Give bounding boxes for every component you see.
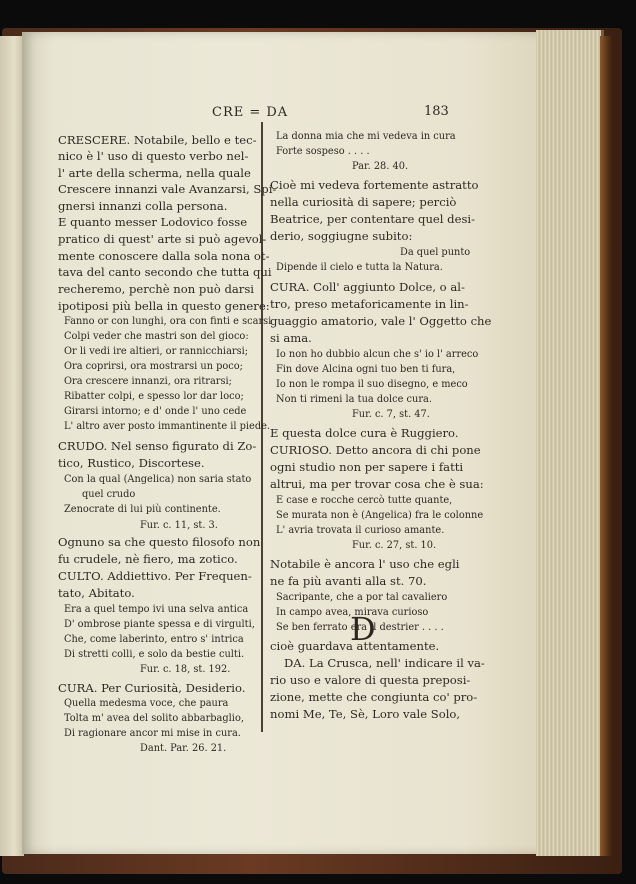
text-line: CURA. Per Curiosità, Desiderio.: [58, 681, 246, 695]
text-line: guaggio amatorio, vale l' Oggetto che: [270, 314, 492, 328]
text-line: altrui, ma per trovar cosa che è sua:: [270, 477, 484, 491]
text-line: E case e rocche cercò tutte quante,: [276, 495, 453, 506]
text-line: Ribatter colpi, e spesso lor dar loco;: [64, 391, 244, 402]
text-line: ipotiposi più bella in questo genere:: [58, 299, 270, 313]
text-line: recheremo, perchè non può darsi: [58, 282, 254, 296]
text-line: Se murata non è (Angelica) fra le colonne: [276, 510, 484, 521]
text-line: Quella medesma voce, che paura: [64, 698, 229, 709]
text-line: zione, mette che congiunta co' pro-: [270, 690, 478, 704]
text-line: Non ti rimeni la tua dolce cura.: [276, 394, 432, 405]
text-line: gnersi innanzi colla persona.: [58, 199, 228, 213]
text-line: Girarsi intorno; e d' onde l' uno cede: [64, 406, 247, 417]
text-line: tro, preso metaforicamente in lin-: [270, 297, 469, 311]
page-number: 183: [424, 104, 449, 119]
text-line: Ora coprirsi, ora mostrarsi un poco;: [64, 361, 243, 372]
text-line: Sacripante, che a por tal cavaliero: [276, 592, 448, 603]
text-line: Fur. c. 11, st. 3.: [140, 520, 218, 531]
text-line: ogni studio non per sapere i fatti: [270, 460, 464, 474]
section-letter: D: [350, 610, 376, 648]
text-line: si ama.: [270, 331, 312, 345]
text-line: tato, Abitato.: [58, 586, 135, 600]
text-line: Io non le rompa il suo disegno, e meco: [276, 379, 468, 390]
running-head: CRE = DA: [212, 105, 289, 120]
text-line: La donna mia che mi vedeva in cura: [276, 131, 456, 142]
text-line: Par. 28. 40.: [352, 161, 409, 172]
text-line: derio, soggiugne subito:: [270, 229, 413, 243]
text-line: rio uso e valore di questa preposi-: [270, 673, 471, 687]
text-line: DA. La Crusca, nell' indicare il va-: [284, 656, 485, 670]
text-line: tava del canto secondo che tutta qui: [58, 265, 272, 279]
page-block-edges: [536, 30, 604, 856]
text-line: Con la qual (Angelica) non saria stato: [64, 474, 252, 485]
text-line: Tolta m' avea del solito abbarbaglio,: [64, 713, 244, 724]
text-line: Fur. c. 7, st. 47.: [352, 409, 430, 420]
text-line: Or li vedi ire altieri, or rannicchiarsi;: [64, 346, 249, 357]
text-line: Colpi veder che mastri son del gioco:: [64, 331, 249, 342]
text-line: Dipende il cielo e tutta la Natura.: [276, 262, 443, 273]
text-line: Io non ho dubbio alcun che s' io l' arreco: [276, 349, 479, 360]
text-line: In campo avea, mirava curioso: [276, 607, 429, 618]
text-line: l' arte della scherma, nella quale: [58, 166, 251, 180]
text-line: fu crudele, nè fiero, ma zotico.: [58, 552, 238, 566]
text-line: Cioè mi vedeva fortemente astratto: [270, 178, 479, 192]
text-line: mente conoscere dalla sola nona ot-: [58, 249, 270, 263]
text-line: cioè guardava attentamente.: [270, 639, 440, 653]
text-line: E questa dolce cura è Ruggiero.: [270, 426, 459, 440]
text-line: nella curiosità di sapere; perciò: [270, 195, 457, 209]
text-line: CULTO. Addiettivo. Per Frequen-: [58, 569, 252, 583]
text-line: Che, come laberinto, entro s' intrica: [64, 634, 244, 645]
text-line: Fur. c. 27, st. 10.: [352, 540, 437, 551]
text-line: D' ombrose piante spessa e di virgulti,: [64, 619, 255, 630]
text-line: CRUDO. Nel senso figurato di Zo-: [58, 439, 257, 453]
text-line: Forte sospeso . . . .: [276, 146, 370, 157]
text-line: CRESCERE. Notabile, bello e tec-: [58, 133, 257, 147]
text-line: L' avria trovata il curioso amante.: [276, 525, 445, 536]
text-line: nico è l' uso di questo verbo nel-: [58, 149, 249, 163]
text-line: CURIOSO. Detto ancora di chi pone: [270, 443, 481, 457]
text-line: L' altro aver posto immantinente il piede.: [64, 421, 271, 432]
text-line: pratico di quest' arte si può agevol-: [58, 232, 267, 246]
text-line: E quanto messer Lodovico fosse: [58, 215, 248, 229]
text-line: Dant. Par. 26. 21.: [140, 743, 227, 754]
text-line: Ora crescere innanzi, ora ritrarsi;: [64, 376, 232, 387]
text-line: tico, Rustico, Discortese.: [58, 456, 205, 470]
text-line: Ognuno sa che questo filosofo non: [58, 535, 261, 549]
text-line: ne fa più avanti alla st. 70.: [270, 574, 427, 588]
text-line: Beatrice, per contentare quel desi-: [270, 212, 476, 226]
left-page-edge: [0, 36, 24, 856]
text-line: quel crudo: [82, 489, 136, 500]
book-spine: [600, 36, 612, 856]
text-line: Notabile è ancora l' uso che egli: [270, 557, 460, 571]
text-line: Zenocrate di lui più continente.: [64, 504, 221, 515]
text-line: Crescere innanzi vale Avanzarsi, Spi-: [58, 182, 277, 196]
text-line: Se ben ferrato era il destrier . . . .: [276, 622, 444, 633]
text-line: Fanno or con lunghi, ora con finti e scarsi: [64, 316, 272, 327]
text-line: Di stretti colli, e solo da bestie culti.: [64, 649, 245, 660]
text-line: Di ragionare ancor mi mise in cura.: [64, 728, 241, 739]
text-line: Fin dove Alcina ogni tuo ben ti fura,: [276, 364, 456, 375]
text-line: Era a quel tempo ivi una selva antica: [64, 604, 249, 615]
text-line: Da quel punto: [400, 247, 471, 258]
text-line: Fur. c. 18, st. 192.: [140, 664, 231, 675]
text-line: nomi Me, Te, Sè, Loro vale Solo,: [270, 707, 461, 721]
text-line: CURA. Coll' aggiunto Dolce, o al-: [270, 280, 465, 294]
